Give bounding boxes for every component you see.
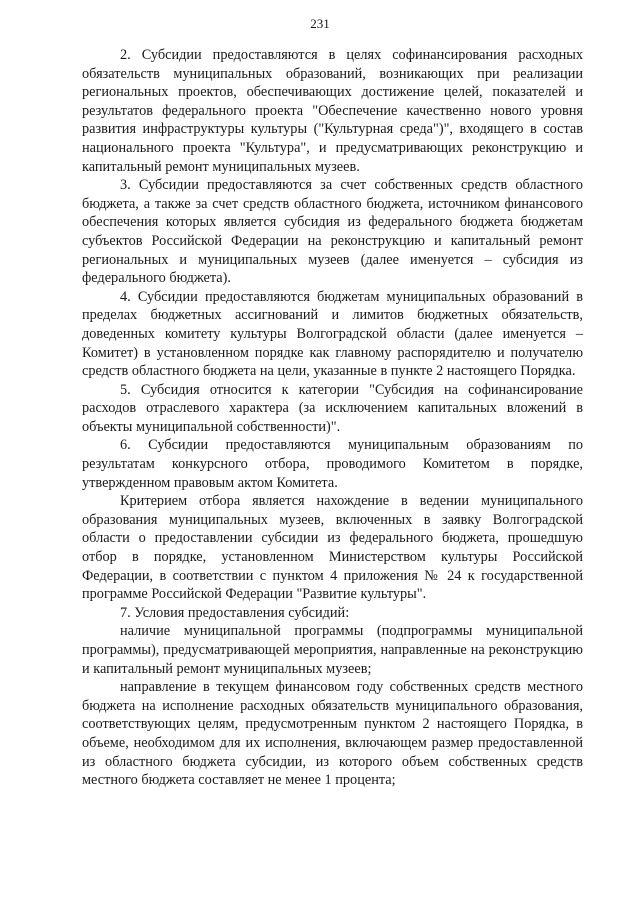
paragraph-item-4: 4. Субсидии предоставляются бюджетам муниципальных образований в пределах бюджетных ассигнований и лимитов бюджетных обязательств, доведенных комитету культуры Волгоградской области (далее именуется – Комитет) в установленном порядке как главному распорядителю и получателю средств областного бюджета на цели, указанные в пункте 2 настоящего Порядка. bbox=[82, 288, 583, 380]
paragraph-item-2: 2. Субсидии предоставляются в целях софинансирования расходных обязательств муниципальных образований, возникающих при реализации региональных проектов, обеспечивающих достижение целей, показателей и результатов федерального проекта "Обеспечение качественно нового уровня развития инфраструктуры культуры ("Культурная среда")", входящего в состав национального проекта "Культура", и предусматривающих реконструкцию и капитальный ремонт муниципальных музеев. bbox=[82, 47, 583, 175]
paragraph-item-5: 5. Субсидия относится к категории "Субсидия на софинансирование расходов отраслевого характера (за исключением капитальных вложений в объекты муниципальной собственности)". bbox=[82, 381, 583, 435]
paragraph-item-3: 3. Субсидии предоставляются за счет собственных средств областного бюджета, а также за счет средств областного бюджета, источником финансового обеспечения которых является субсидия из федерального бюджета бюджетам субъектов Российской Федерации на реконструкцию и капитальный ремонт региональных и муниципальных музеев (далее именуется – субсидия из федерального бюджета). bbox=[82, 177, 583, 287]
paragraph-condition-funding: направление в текущем финансовом году собственных средств местного бюджета на исполнение расходных обязательств муниципального образования, соответствующих целям, предусмотренным пунктом 2 настоящего Порядка, в объеме, необходимом для их исполнения, включающем размер предоставленной из областного бюджета субсидии, из которого объем собственных средств местного бюджета составляет не менее 1 процента; bbox=[82, 679, 583, 789]
paragraph-selection-criterion: Критерием отбора является нахождение в ведении муниципального образования муниципальных музеев, включенных в заявку Волгоградской области о предоставлении субсидии из федерального бюджета, прошедшую отбор в порядке, установленном Министерством культуры Российской Федерации, в соответствии с пунктом 4 приложения № 24 к государственной программе Российской Федерации "Развитие культуры". bbox=[82, 493, 583, 603]
document-body bbox=[82, 46, 583, 790]
paragraph-item-6: 6. Субсидии предоставляются муниципальным образованиям по результатам конкурсного отбора, проводимого Комитетом в порядке, утвержденном правовым актом Комитета. bbox=[82, 437, 583, 491]
paragraph-condition-program: наличие муниципальной программы (подпрограммы муниципальной программы), предусматривающей мероприятия, направленные на реконструкцию и капитальный ремонт муниципальных музеев; bbox=[82, 623, 583, 677]
page-number: 231 bbox=[310, 16, 330, 31]
paragraph-item-7-heading: 7. Условия предоставления субсидий: bbox=[120, 604, 350, 621]
